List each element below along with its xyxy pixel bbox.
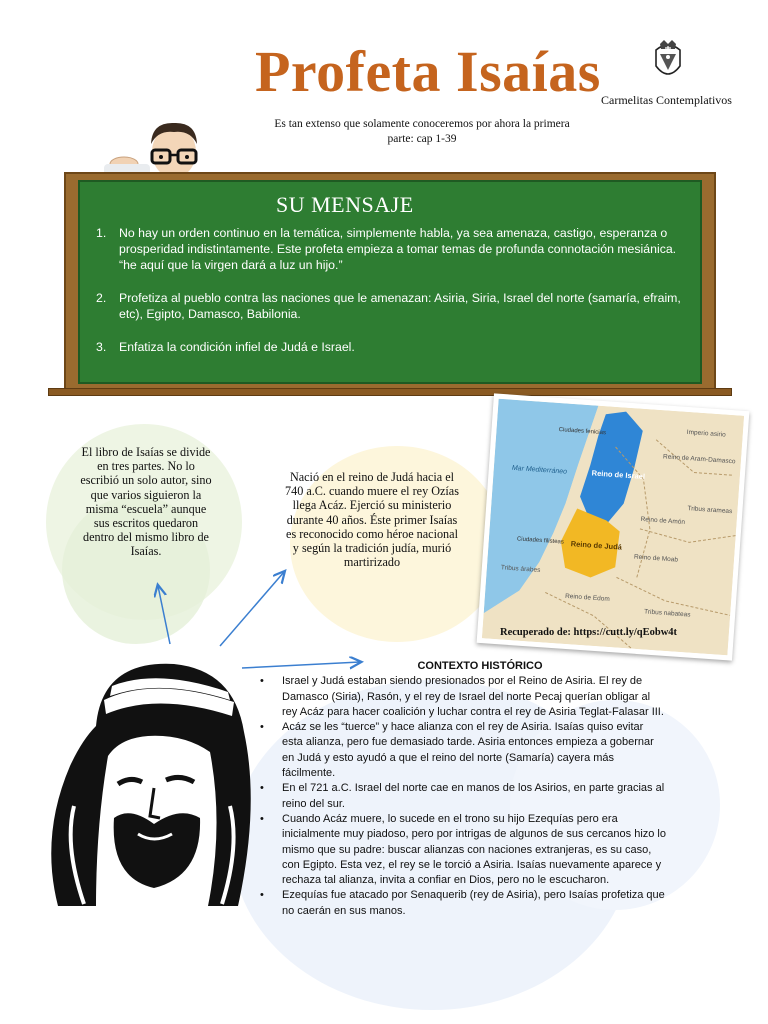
historical-context bbox=[258, 659, 666, 919]
map-label-sea: Mar Mediterráneo bbox=[511, 464, 568, 476]
message-number: 2. bbox=[96, 291, 107, 305]
message-item bbox=[96, 339, 692, 355]
map-label-amon: Reino de Amón bbox=[640, 515, 686, 526]
message-list bbox=[96, 225, 692, 372]
map-label-arabes: Tribus árabes bbox=[500, 564, 541, 575]
note-book-parts: El libro de Isaías se divide en tres partes. No lo escribió un solo autor, sino que varios siguieron la misma “escuela” aunque sus escritos quedaron dentro del mismo libro de Isaías. bbox=[80, 445, 212, 559]
chalkboard-ledge bbox=[48, 388, 732, 396]
message-item bbox=[96, 290, 692, 322]
kingdoms-map bbox=[482, 399, 744, 656]
context-list bbox=[258, 674, 666, 919]
message-text: Enfatiza la condición infiel de Judá e Israel. bbox=[119, 340, 355, 354]
map-label-juda: Reino de Judá bbox=[570, 539, 623, 552]
map-source-caption: Recuperado de: https://cutt.ly/qEobw4t bbox=[500, 627, 678, 638]
organization-name: Carmelitas Contemplativos bbox=[601, 93, 732, 107]
carmelite-seal-icon bbox=[648, 36, 688, 84]
map-label-edom: Reino de Edom bbox=[564, 592, 610, 603]
context-item: • En el 721 a.C. Israel del norte cae en manos de los Asirios, en parte gracias al reino del sur. bbox=[258, 781, 666, 812]
subtitle: Es tan extenso que solamente conoceremos por ahora la primera parte: cap 1-39 bbox=[274, 118, 570, 145]
page-title: Profeta Isaías bbox=[255, 39, 601, 104]
arrow-to-birth-note bbox=[220, 572, 284, 646]
board-title: SU MENSAJE bbox=[276, 192, 414, 217]
map-label-arameas: Tribus arameas bbox=[687, 505, 733, 516]
message-item bbox=[96, 225, 692, 273]
map-label-aram: Reino de Aram-Damasco bbox=[662, 453, 736, 466]
map-label-israel: Reino de Israel bbox=[591, 468, 646, 482]
prophet-portrait-icon bbox=[34, 656, 268, 912]
map-label-fenicias: Ciudades fenicias bbox=[558, 426, 607, 437]
map-label-moab: Reino de Moab bbox=[633, 553, 679, 564]
context-item: • Cuando Acáz muere, lo sucede en el trono su hijo Ezequías pero era inicialmente muy piadoso, pero por intrigas de algunos de sus cercanos hizo lo mismo que su padre: buscar alianzas con naciones extranjeras, es su caso, con Egipto. Esta vez, el rey se le torció a Asiria. Isaías nuevamente aparece y rechaza tal alianza, invita a confiar en Dios, pero no le escucharon. bbox=[258, 812, 666, 888]
teacher-illustration-icon bbox=[94, 120, 214, 180]
context-item: • Israel y Judá estaban siendo presionados por el Reino de Asiria. El rey de Damasco (Siria), Rasón, y el rey de Israel del norte Pecaj querían obligar al rey Acáz para hacer coalición y luchar contra el rey de Asiria Teglat-Falasar III. bbox=[258, 674, 666, 720]
context-title: CONTEXTO HISTÓRICO bbox=[417, 660, 543, 672]
map-label-asirio: Imperio asirio bbox=[686, 428, 726, 439]
note-birth: Nació en el reino de Judá hacia el 740 a.C. cuando muere el rey Ozías llega Acáz. Ejerció su ministerio durante 40 años. Éste primer Isaías es reconocido como héroe nacional y según la tradición judía, murió martirizado bbox=[285, 470, 459, 570]
message-text: Profetiza al pueblo contra las naciones que le amenazan: Asiria, Siria, Israel del norte (samaría, efraim, etc), Egipto, Damasco, Babilonia. bbox=[119, 291, 681, 321]
context-item: • Acáz se les “tuerce” y hace alianza con el rey de Asiria. Isaías quiso evitar esta alianza, pero fue demasiado tarde. Asiria entonces empieza a gobernar en Judá y esto ayudó a que el reino del norte (Samaría) cayera más fácilmente. bbox=[258, 720, 666, 781]
map-label-filisteas: Ciudades filisteas bbox=[516, 536, 565, 546]
map-card bbox=[477, 393, 750, 660]
context-item: • Ezequías fue atacado por Senaquerib (rey de Asiria), pero Isaías profetiza que no caerán en sus manos. bbox=[258, 888, 666, 919]
message-number: 3. bbox=[96, 340, 107, 354]
message-number: 1. bbox=[96, 226, 107, 240]
map-label-nabateas: Tribus nabateas bbox=[643, 608, 691, 619]
message-text: No hay un orden continuo en la temática, simplemente habla, ya sea amenaza, castigo, esperanza o prosperidad indistintamente. Este profeta empieza a tomar temas de profunda connotación mesiánica. “he aquí que la virgen dará a luz un hijo.” bbox=[119, 226, 677, 272]
